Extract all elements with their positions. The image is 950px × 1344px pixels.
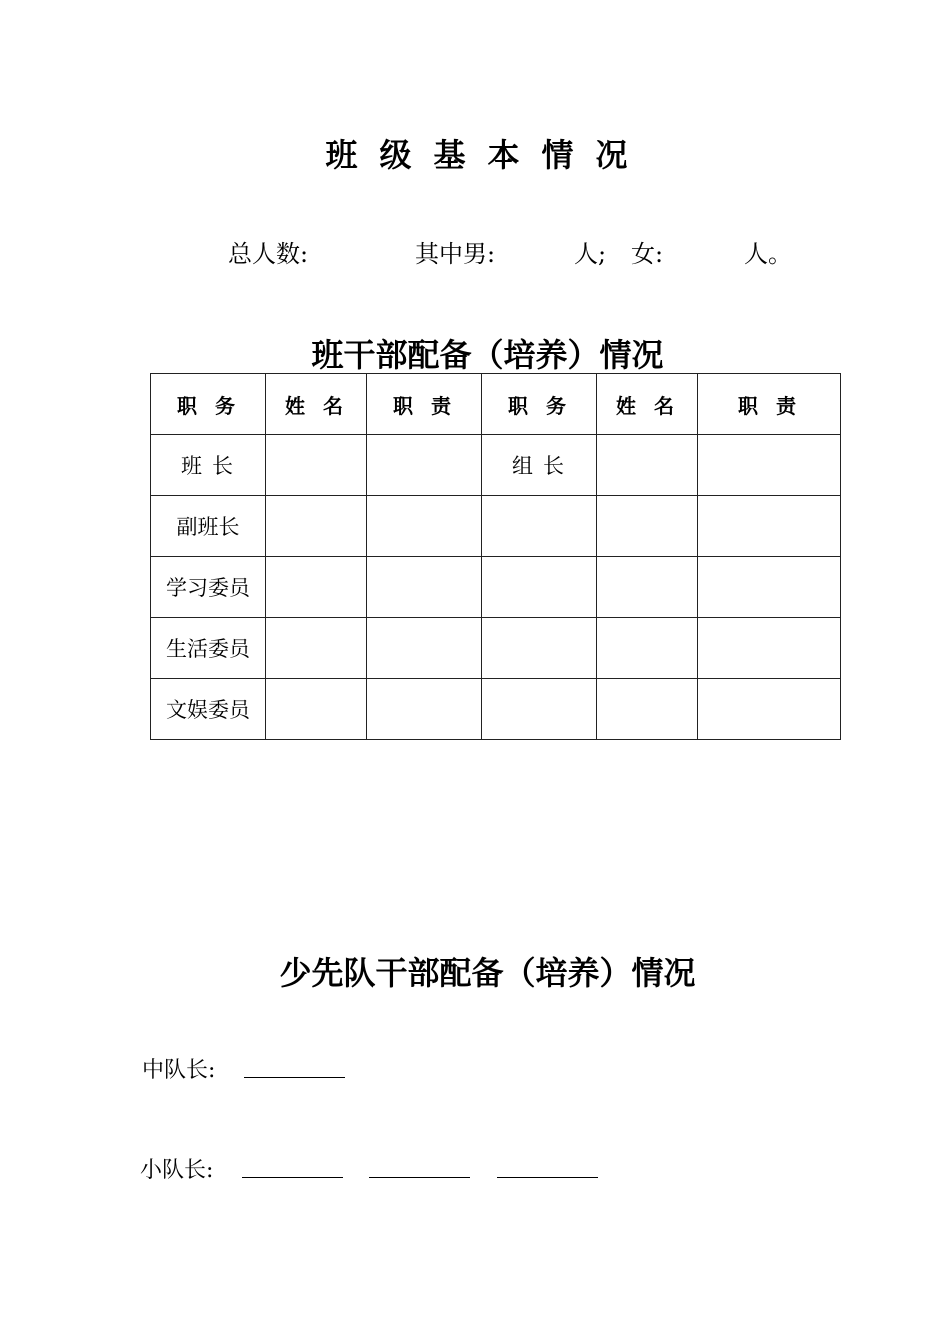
team-leader-blank[interactable] bbox=[369, 1177, 470, 1178]
table-row bbox=[151, 557, 841, 618]
duty-cell[interactable] bbox=[367, 679, 482, 740]
name-cell[interactable] bbox=[597, 557, 698, 618]
female-count-label: 女: bbox=[631, 240, 664, 268]
role-cell[interactable] bbox=[482, 679, 597, 740]
table-row bbox=[151, 435, 841, 496]
header-name: 姓名 bbox=[597, 374, 698, 435]
team-leader-label: 小队长: bbox=[140, 1158, 214, 1183]
name-cell[interactable] bbox=[597, 435, 698, 496]
pioneer-section-title: 少先队干部配备（培养）情况 bbox=[279, 954, 696, 992]
header-duty: 职责 bbox=[367, 374, 482, 435]
name-cell[interactable] bbox=[266, 496, 367, 557]
squadron-leader-label: 中队长: bbox=[142, 1058, 216, 1083]
name-cell[interactable] bbox=[266, 435, 367, 496]
duty-cell[interactable] bbox=[698, 496, 841, 557]
table-row bbox=[151, 496, 841, 557]
duty-cell[interactable] bbox=[698, 435, 841, 496]
role-cell: 副班长 bbox=[151, 496, 266, 557]
team-leader-blank[interactable] bbox=[497, 1177, 598, 1178]
duty-cell[interactable] bbox=[698, 557, 841, 618]
header-name: 姓名 bbox=[266, 374, 367, 435]
table-row bbox=[151, 679, 841, 740]
male-unit: 人; bbox=[574, 240, 607, 268]
header-position: 职务 bbox=[482, 374, 597, 435]
duty-cell[interactable] bbox=[698, 618, 841, 679]
male-count-label: 其中男: bbox=[415, 240, 496, 268]
role-cell: 生活委员 bbox=[151, 618, 266, 679]
name-cell[interactable] bbox=[597, 618, 698, 679]
role-cell[interactable] bbox=[482, 557, 597, 618]
role-cell: 文娱委员 bbox=[151, 679, 266, 740]
squadron-leader-blank[interactable] bbox=[244, 1077, 345, 1078]
page-title: 班级基本情况 bbox=[325, 136, 650, 174]
role-cell[interactable] bbox=[482, 618, 597, 679]
name-cell[interactable] bbox=[597, 679, 698, 740]
total-count-label: 总人数: bbox=[228, 240, 309, 268]
name-cell[interactable] bbox=[266, 679, 367, 740]
name-cell[interactable] bbox=[266, 618, 367, 679]
table-row bbox=[151, 618, 841, 679]
team-leader-blank[interactable] bbox=[242, 1177, 343, 1178]
cadre-section-title: 班干部配备（培养）情况 bbox=[311, 336, 664, 374]
table-header-row bbox=[151, 374, 841, 435]
duty-cell[interactable] bbox=[367, 435, 482, 496]
duty-cell[interactable] bbox=[367, 496, 482, 557]
female-unit: 人。 bbox=[744, 240, 792, 268]
header-position: 职务 bbox=[151, 374, 266, 435]
cadre-table bbox=[150, 373, 841, 740]
duty-cell[interactable] bbox=[367, 557, 482, 618]
duty-cell[interactable] bbox=[367, 618, 482, 679]
role-cell[interactable] bbox=[482, 496, 597, 557]
name-cell[interactable] bbox=[597, 496, 698, 557]
name-cell[interactable] bbox=[266, 557, 367, 618]
role-cell: 组长 bbox=[482, 435, 597, 496]
role-cell: 班长 bbox=[151, 435, 266, 496]
duty-cell[interactable] bbox=[698, 679, 841, 740]
header-duty: 职责 bbox=[698, 374, 841, 435]
role-cell: 学习委员 bbox=[151, 557, 266, 618]
